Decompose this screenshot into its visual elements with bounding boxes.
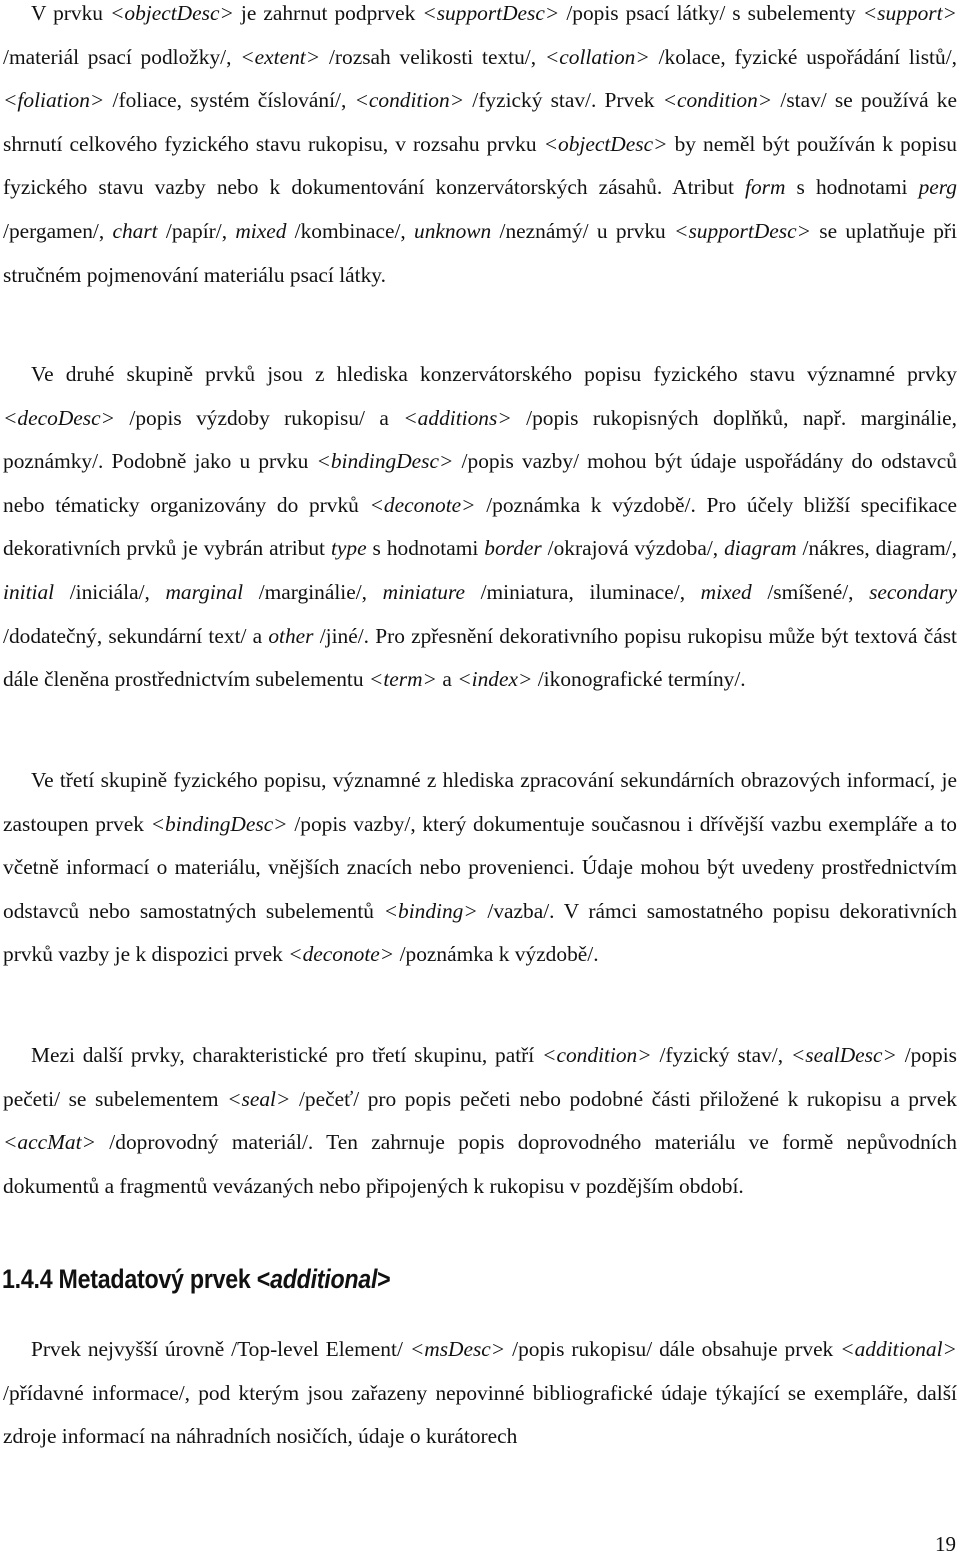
paragraph-binding-desc: Ve třetí skupině fyzického popisu, významné z hlediska zpracování sekundárních obrazových informací, je zastoupen prvek <bindingDesc> /popis vazby/, který dokumentuje současnou i dřívější vazbu exempláře a to včetně informací o materiálu, vnějších znacích nebo provenienci. Údaje mohou být uvedeny prostřednictvím odstavců nebo samostatných subelementů <binding> /vazba/. V rámci samostatného popisu dekorativních prvků vazby je k dispozici prvek <deconote> /poznámka k výzdobě/. bbox=[3, 768, 957, 967]
italic-term: mixed bbox=[700, 579, 752, 604]
paragraph-deco-desc: Ve druhé skupině prvků jsou z hlediska konzervátorského popisu fyzického stavu významné prvky <decoDesc> /popis výzdoby rukopisu/ a <additions> /popis rukopisných doplňků, např. marginálie, poznámky/. Podobně jako u prvku <bindingDesc> /popis vazby/ mohou být údaje uspořádány do odstavců nebo tématicky organizovány do prvků <deconote> /poznámka k výzdobě/. Pro účely bližší specifikace dekorativních prvků je vybrán atribut type s hodnotami border /okrajová výzdoba/, diagram /nákres, diagram/, initial /iniciála/, marginal /marginálie/, miniature /miniatura, iluminace/, mixed /smíšené/, secondary /dodatečný, sekundární text/ a other /jiné/. Pro zpřesnění dekorativního popisu rukopisu může být textová část dále členěna prostřednictvím subelementu <term> a <index> /ikonografické termíny/. bbox=[3, 362, 958, 692]
italic-term: <binding> bbox=[383, 898, 478, 923]
italic-term: <index> bbox=[457, 667, 533, 692]
italic-term: <condition> bbox=[662, 88, 773, 113]
italic-term: <supportDesc> bbox=[674, 218, 812, 243]
italic-term: type bbox=[330, 536, 367, 561]
italic-term: marginal bbox=[165, 579, 244, 604]
italic-term: border bbox=[484, 536, 542, 561]
italic-term: unknown bbox=[414, 218, 492, 243]
italic-term: <bindingDesc> bbox=[316, 449, 454, 474]
italic-term: chart bbox=[112, 218, 158, 243]
italic-term: <condition> bbox=[354, 88, 465, 113]
italic-term: <supportDesc> bbox=[422, 1, 560, 25]
italic-term: <msDesc> bbox=[409, 1337, 506, 1361]
italic-term: <bindingDesc> bbox=[150, 811, 288, 836]
italic-term: <objectDesc> bbox=[543, 131, 668, 156]
italic-term: miniature bbox=[382, 579, 466, 604]
italic-term: <support> bbox=[862, 1, 957, 25]
italic-term: <condition> bbox=[542, 1043, 652, 1067]
italic-term: diagram bbox=[724, 536, 797, 561]
italic-term: <collation> bbox=[544, 44, 650, 69]
italic-term: <additions> bbox=[403, 405, 512, 430]
italic-term: <term> bbox=[368, 667, 437, 692]
italic-term: additional bbox=[270, 1264, 378, 1294]
italic-term: <seal> bbox=[227, 1086, 291, 1111]
italic-term: <objectDesc> bbox=[109, 1, 234, 25]
italic-term: <decoDesc> bbox=[3, 405, 116, 430]
italic-term: <sealDesc> bbox=[790, 1043, 897, 1067]
italic-term: <deconote> bbox=[288, 942, 395, 967]
italic-term: perg bbox=[918, 175, 957, 200]
paragraph-seal-accmat: Mezi další prvky, charakteristické pro třetí skupinu, patří <condition> /fyzický stav/, <sealDesc> /popis pečeti/ se subelementem <seal> /pečeť/ pro popis pečeti nebo podobné části přiložené k rukopisu a prvek <accMat> /doprovodný materiál/. Ten zahrnuje popis doprovodného materiálu ve formě nepůvodních dokumentů a fragmentů vevázaných nebo připojených k rukopisu v pozdějším období. bbox=[3, 1043, 958, 1198]
italic-term: <additional> bbox=[840, 1337, 957, 1361]
page-number: 19 bbox=[935, 1532, 956, 1556]
italic-term: mixed bbox=[235, 218, 287, 243]
section-heading: 1.4.4 Metadatový prvek <additional> bbox=[2, 1264, 391, 1294]
italic-term: initial bbox=[3, 579, 55, 604]
italic-term: secondary bbox=[869, 579, 957, 604]
paragraph-object-desc: V prvku <objectDesc> je zahrnut podprvek <supportDesc> /popis psací látky/ s subelementy <support> /materiál psací podložky/, <extent> /rozsah velikosti textu/, <collation> /kolace, fyzické uspořádání listů/, <foliation> /foliace, systém číslování/, <condition> /fyzický stav/. Prvek <condition> /stav/ se používá ke shrnutí celkového fyzického stavu rukopisu, v rozsahu prvku <objectDesc> by neměl být používán k popisu fyzického stavu vazby nebo k dokumentování konzervátorských zásahů. Atribut form s hodnotami perg /pergamen/, chart /papír/, mixed /kombinace/, unknown /neznámý/ u prvku <supportDesc> se uplatňuje při stručném pojmenování materiálu psací látky. bbox=[3, 1, 958, 287]
italic-term: form bbox=[745, 175, 786, 200]
paragraph-additional: Prvek nejvyšší úrovně /Top-level Element/ <msDesc> /popis rukopisu/ dále obsahuje prvek <additional> /přídavné informace/, pod kterým jsou zařazeny nepovinné bibliografické údaje týkající se exempláře, další zdroje informací na náhradních nosičích, údaje o kurátorech bbox=[3, 1337, 957, 1449]
italic-term: <deconote> bbox=[369, 492, 476, 517]
italic-term: <foliation> bbox=[3, 88, 105, 113]
italic-term: other bbox=[268, 623, 314, 648]
italic-term: <accMat> bbox=[3, 1130, 97, 1155]
italic-term: <extent> bbox=[240, 44, 321, 69]
